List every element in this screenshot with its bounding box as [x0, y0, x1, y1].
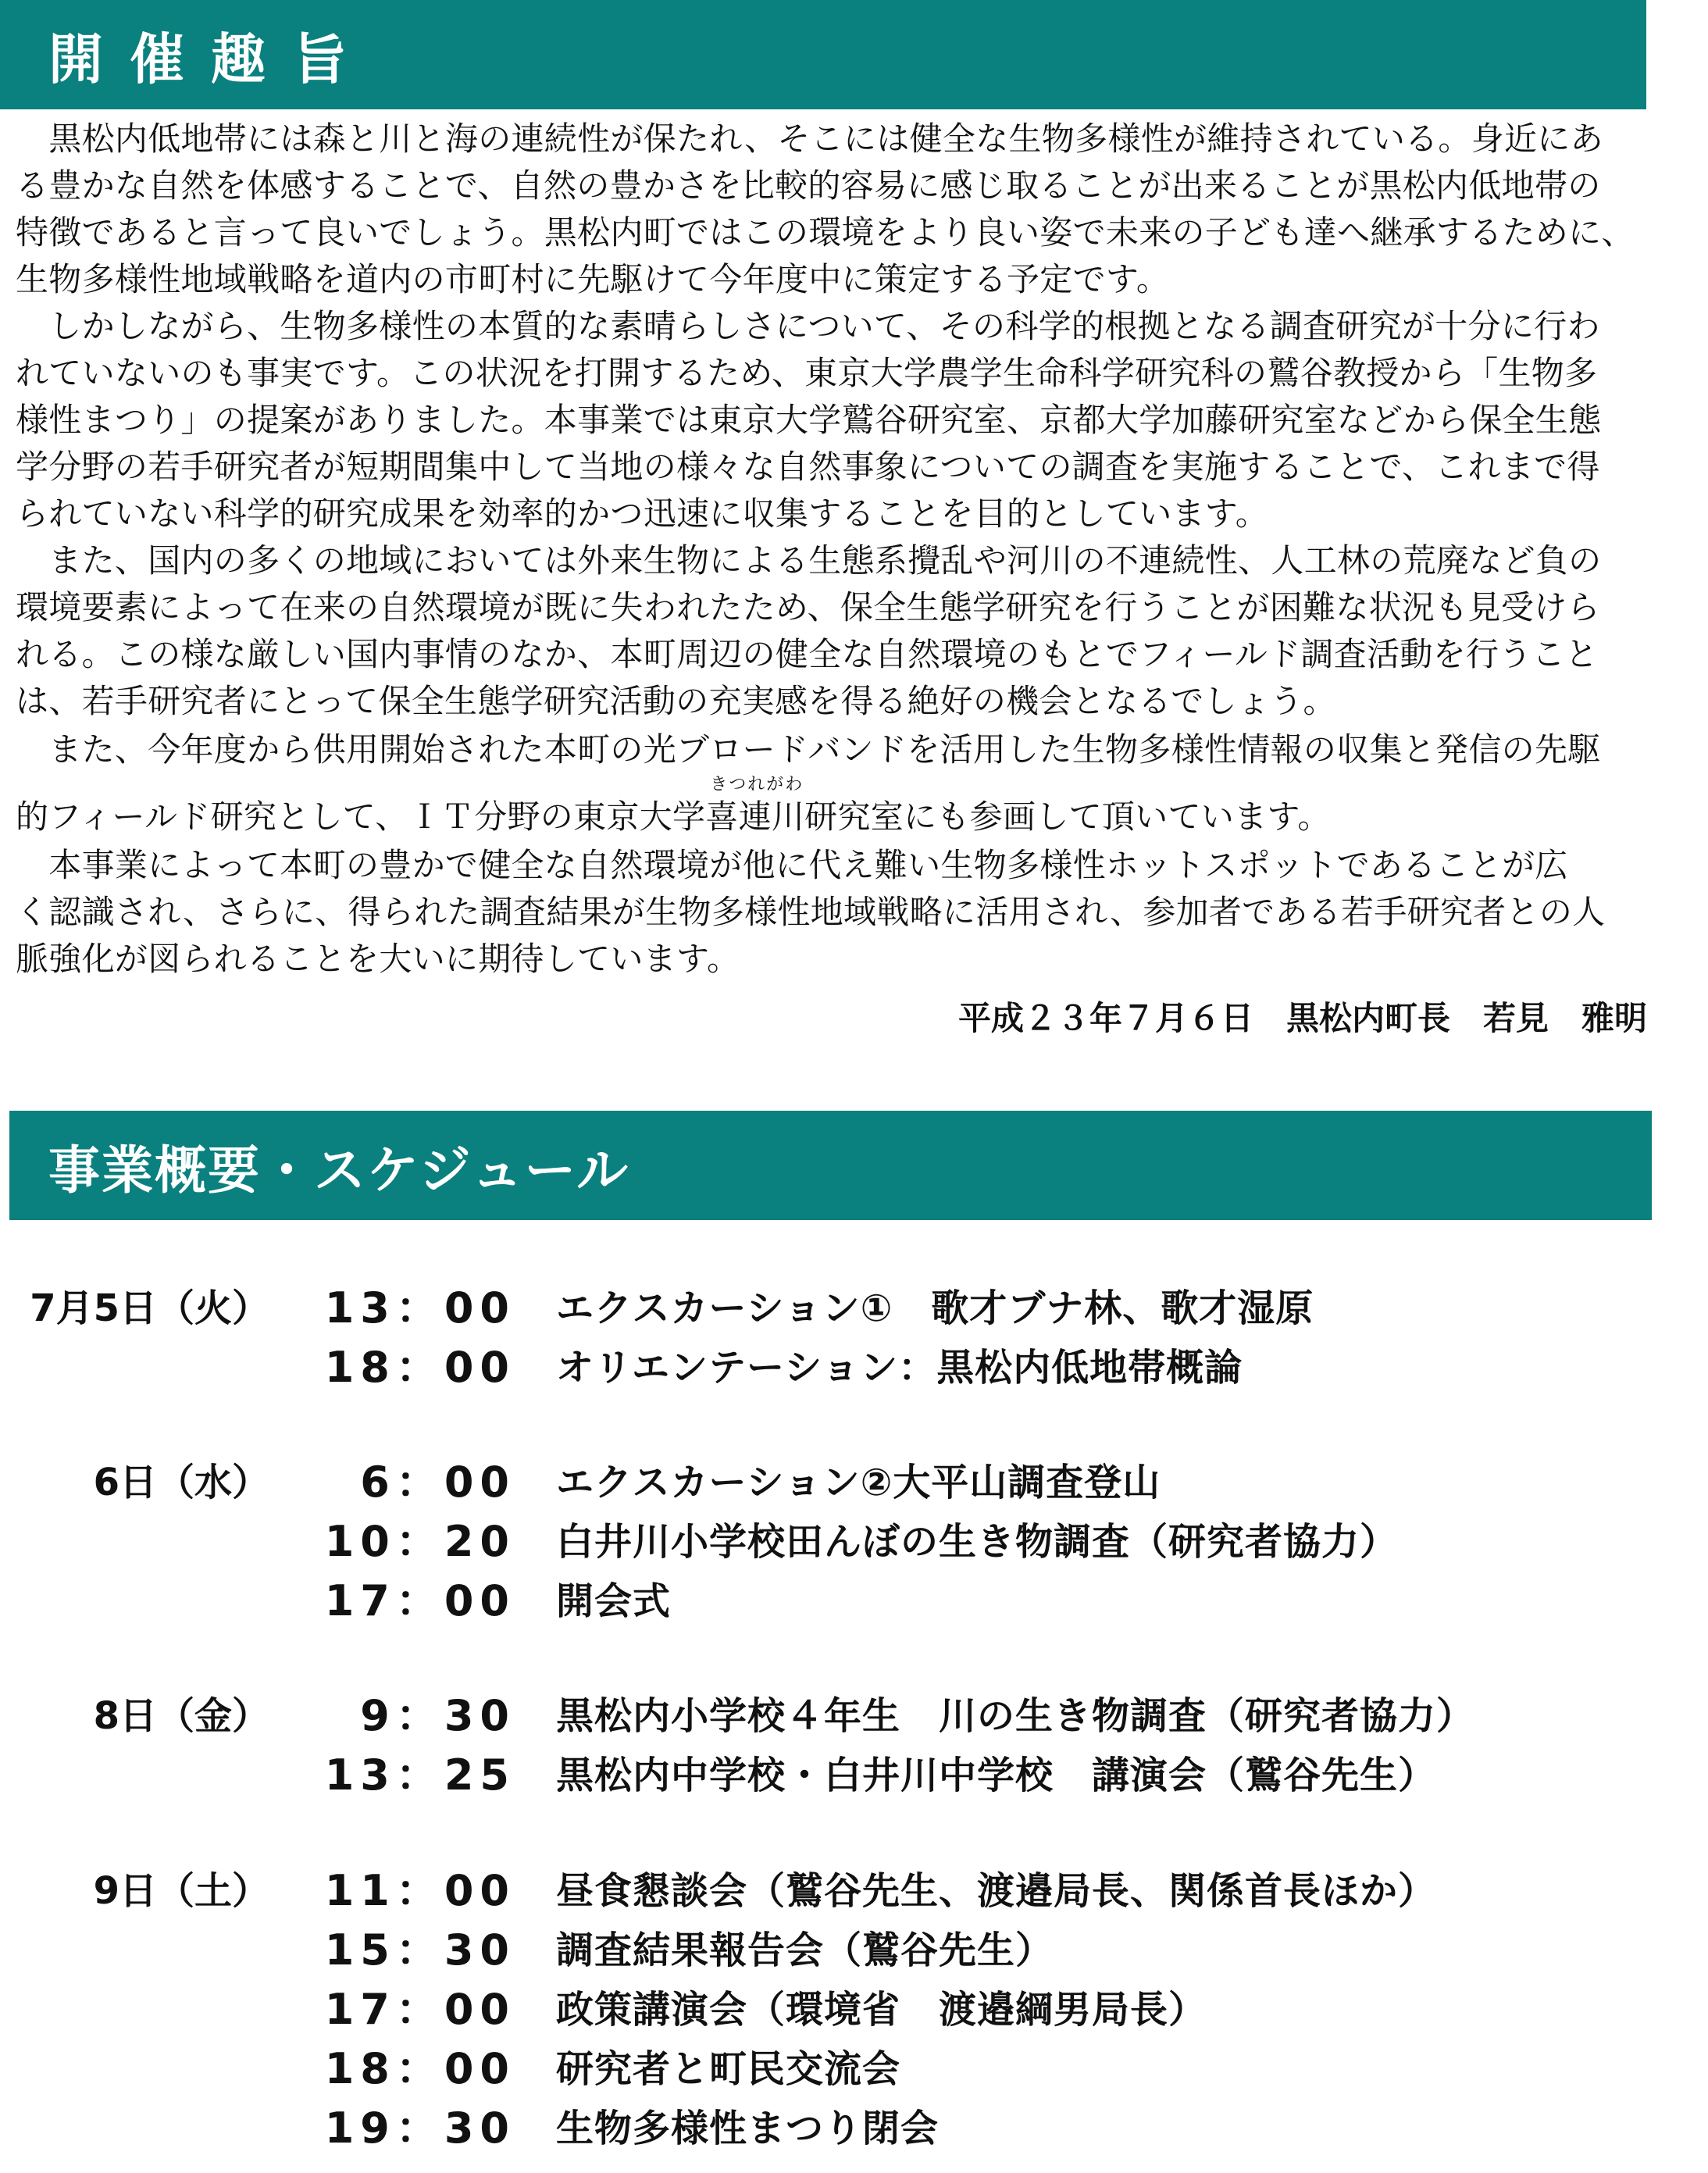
schedule-event: 黒松内中学校・白井川中学校 講演会（鷲谷先生） — [556, 1754, 1437, 1797]
schedule-event: エクスカーション②大平山調査登山 — [556, 1461, 1161, 1504]
schedule-event: 調査結果報告会（鷲谷先生） — [556, 1929, 1054, 1972]
schedule-event: 開会式 — [556, 1579, 672, 1623]
body-line: 脈強化が図られることを大いに期待しています。 — [16, 940, 740, 978]
body-line: 生物多様性地域戦略を道内の市町村に先駆けて今年度中に策定する予定です。 — [16, 260, 1170, 298]
body-line: 様性まつり」の提案がありました。本事業では東京大学鷲谷研究室、京都大学加藤研究室などから保全生態 — [16, 401, 1602, 439]
schedule-date: 6日（水） — [93, 1461, 269, 1504]
schedule-time: 18：00 — [324, 2044, 515, 2093]
body-line: しかしながら、生物多様性の本質的な素晴らしさについて、その科学的根拠となる調査研究が十分に行わ — [16, 307, 1600, 345]
body-line: く認識され、さらに、得られた調査結果が生物多様性地域戦略に活用され、参加者である若手研究者との人 — [16, 893, 1606, 931]
schedule-time: 9：30 — [360, 1691, 515, 1740]
signature: 平成２３年７月６日 黒松内町長 若見 雅明 — [957, 999, 1647, 1037]
schedule-event: 研究者と町民交流会 — [556, 2047, 901, 2091]
schedule-time: 18：00 — [324, 1343, 515, 1392]
body-line: は、若手研究者にとって保全生態学研究活動の充実感を得る絶好の機会となるでしょう。 — [16, 682, 1336, 720]
schedule-time: 17：00 — [324, 1985, 515, 2034]
ruby-base: 喜連川 — [705, 797, 805, 836]
body-line: 特徴であると言って良いでしょう。黒松内町ではこの環境をより良い姿で未来の子ども達へ継承するために、 — [16, 213, 1635, 252]
schedule-event: 黒松内小学校４年生 川の生き物調査（研究者協力） — [556, 1694, 1475, 1738]
schedule-time: 13：00 — [324, 1283, 515, 1333]
body-line: 黒松内低地帯には森と川と海の連続性が保たれ、そこには健全な生物多様性が維持されている。身近にあ — [16, 120, 1603, 158]
schedule-time: 11：00 — [324, 1866, 515, 1915]
ruby-line-after: 研究室にも参画して頂いています。 — [804, 797, 1331, 836]
body-line-with-ruby — [16, 775, 1695, 840]
schedule-time: 10：20 — [324, 1517, 515, 1566]
body-line: また、国内の多くの地域においては外来生物による生態系攪乱や河川の不連続性、人工林の荒廃など負の — [16, 541, 1602, 580]
schedule-event: 生物多様性まつり閉会 — [556, 2107, 940, 2150]
ruby-reading: きつれがわ — [710, 775, 804, 794]
schedule-time: 15：30 — [324, 1925, 515, 1975]
schedule-time: 13：25 — [324, 1750, 515, 1800]
body-line: れる。この様な厳しい国内事情のなか、本町周辺の健全な自然環境のもとでフィールド調査活動を行うこと — [16, 635, 1599, 673]
schedule-event: 白井川小学校田んぼの生き物調査（研究者協力） — [556, 1520, 1399, 1564]
body-line: また、今年度から供用開始された本町の光ブロードバンドを活用した生物多様性情報の収集と発信の先駆 — [16, 730, 1601, 769]
body-line: 環境要素によって在来の自然環境が既に失われたため、保全生態学研究を行うことが困難な状況も見受けら — [16, 588, 1600, 626]
body-line: 学分野の若手研究者が短期間集中して当地の様々な自然事象についての調査を実施することで、これまで得 — [16, 448, 1600, 486]
schedule-date: 7月5日（火） — [30, 1286, 269, 1330]
schedule-event: オリエンテーション：黒松内低地帯概論 — [556, 1346, 1243, 1390]
schedule-event: 昼食懇談会（鷲谷先生、渡邉局長、関係首長ほか） — [556, 1869, 1437, 1913]
section-title-schedule: 事業概要・スケジュール — [48, 1140, 630, 1201]
schedule-event: エクスカーション① 歌才ブナ林、歌才湿原 — [556, 1286, 1314, 1330]
schedule-date: 8日（金） — [93, 1694, 269, 1738]
schedule-time: 19：30 — [324, 2103, 515, 2153]
body-line: れていないのも事実です。この状況を打開するため、東京大学農学生命科学研究科の鷲谷教授から「生物多 — [16, 354, 1598, 392]
schedule-time: 17：00 — [324, 1576, 515, 1625]
schedule-time: 6：00 — [360, 1458, 515, 1507]
body-line: る豊かな自然を体感することで、自然の豊かさを比較的容易に感じ取ることが出来ることが黒松内低地帯の — [16, 166, 1601, 205]
body-line: 本事業によって本町の豊かで健全な自然環境が他に代え難い生物多様性ホットスポットであることが広 — [16, 846, 1568, 884]
section-header-schedule — [9, 1111, 1652, 1220]
ruby-line-before: 的フィールド研究として、ＩＴ分野の東京大学 — [16, 797, 706, 836]
body-line: られていない科学的研究成果を効率的かつ迅速に収集することを目的としています。 — [16, 494, 1269, 533]
schedule-event: 政策講演会（環境省 渡邉綱男局長） — [556, 1988, 1207, 2032]
section-header-purpose — [0, 0, 1646, 109]
section-title-purpose: 開催趣旨 — [48, 27, 373, 91]
schedule-date: 9日（土） — [93, 1869, 269, 1913]
ruby-group — [705, 775, 805, 840]
